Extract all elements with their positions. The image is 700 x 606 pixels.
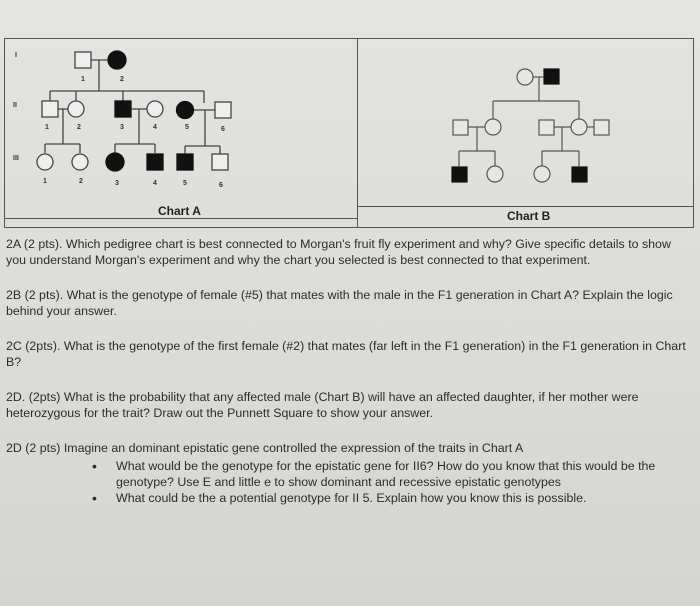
bullet-item-2: • What could be the a potential genotype for II 5. Explain how you know this is possible. [116,490,692,506]
svg-text:6: 6 [221,126,225,133]
a-gen-label-iii: III [13,155,19,162]
b-gen1-male-2 [544,69,559,84]
a-gen3-male-5 [177,154,193,170]
chart-b-pedigree [357,39,693,229]
b-gen1-female-1 [517,69,533,85]
question-2d: 2D. (2pts) What is the probability that any affected male (Chart B) will have an affected daughter, if her mother were heterozygous for the trait? Draw out the Punnett Square to show your answer. [6,390,639,420]
svg-text:3: 3 [115,180,119,187]
b-gen2-male-5 [594,120,609,135]
a-gen-label-i: I [15,52,17,59]
svg-text:3: 3 [120,124,124,131]
chart-a-panel [5,39,358,227]
chart-a-caption: Chart A [158,204,201,218]
a-gen2-female-4 [147,101,163,117]
svg-text:1: 1 [45,124,49,131]
svg-text:5: 5 [185,124,189,131]
svg-text:1: 1 [81,76,85,83]
a-gen2-male-1 [42,101,58,117]
b-gen3-male-1 [452,167,467,182]
svg-text:6: 6 [219,182,223,189]
a-gen2-male-6 [215,102,231,118]
b-gen2-male-1 [453,120,468,135]
chart-b-caption-rule [357,206,693,207]
a-gen3-male-6 [212,154,228,170]
svg-text:4: 4 [153,180,157,187]
chart-a-caption-rule [5,218,357,219]
a-gen2-male-3 [115,101,131,117]
question-2a: 2A (2 pts). Which pedigree chart is best connected to Morgan's fruit fly experiment and why? Give specific details to show you understand Morgan's experiment and why the chart you selected is best connected to that experiment. [6,237,671,267]
chart-a-pedigree [5,39,357,229]
question-2c: 2C (2pts). What is the genotype of the first female (#2) that mates (far left in the F1 generation) in the F1 generation in Chart B? [6,339,686,369]
pedigree-charts-table [4,38,694,228]
bullet-item-1: • What would be the genotype for the epistatic gene for II6? How do you know that this would be the genotype? Use E and little e to show dominant and recessive epistatic genotypes [116,458,692,490]
b-gen2-female-2 [485,119,501,135]
svg-text:2: 2 [77,124,81,131]
b-gen3-female-2 [487,166,503,182]
svg-text:5: 5 [183,180,187,187]
chart-b-panel [357,39,693,227]
question-2b: 2B (2 pts). What is the genotype of female (#5) that mates with the male in the F1 generation in Chart A? Explain the logic behind your answer. [6,288,673,318]
chart-b-caption: Chart B [507,209,551,223]
svg-text:1: 1 [43,178,47,185]
a-gen1-female-2 [108,51,126,69]
b-gen2-female-4 [571,119,587,135]
a-gen-label-ii: II [13,102,17,109]
question-list [6,236,692,506]
a-gen3-female-2 [72,154,88,170]
svg-text:2: 2 [120,76,124,83]
a-gen2-female-5 [177,102,194,119]
a-gen1-male-1 [75,52,91,68]
a-gen3-male-4 [147,154,163,170]
b-gen2-male-3 [539,120,554,135]
question-2d-bullets [6,458,692,506]
question-2d-epistatic: 2D (2 pts) Imagine an dominant epistatic gene controlled the expression of the traits in Chart A [6,441,524,455]
svg-text:2: 2 [79,178,83,185]
b-gen3-female-3 [534,166,550,182]
svg-text:4: 4 [153,124,157,131]
b-gen3-male-4 [572,167,587,182]
a-gen3-female-3 [106,153,124,171]
a-gen2-female-2 [68,101,84,117]
a-gen3-female-1 [37,154,53,170]
